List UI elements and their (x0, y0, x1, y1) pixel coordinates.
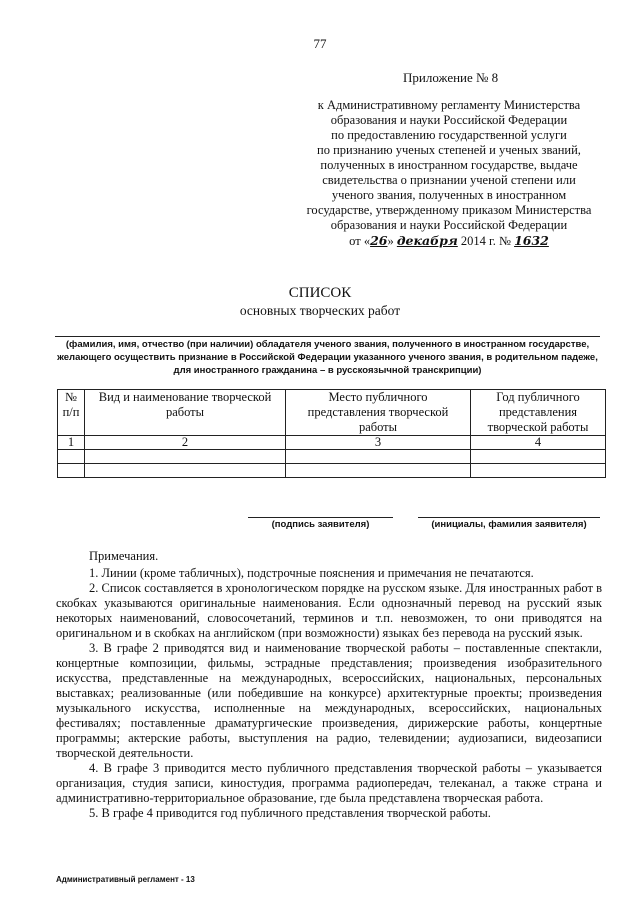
note-item: 2. Список составляется в хронологическом порядке на русском языке. Для иностранных работ в скобках указываются оригинальные наименования. Если однозначный перевод на русский язык некоторых наименований, словосочетаний, терминов и т.п. невозможен, то они приводятся на оригинальном и в скобках на английском (при возможности) языках без перевода на русский язык. (56, 581, 602, 640)
document-subtitle: основных творческих работ (239, 303, 401, 318)
date-sep: » (387, 234, 397, 248)
applicant-initials-line (418, 517, 600, 518)
header-cell-year: Год публичного представления творческой работы (471, 390, 606, 436)
table-cell (58, 464, 85, 478)
column-number: 2 (85, 436, 286, 450)
applicant-name-line (55, 336, 600, 337)
approval-line: ученого звания, полученных в иностранном (331, 188, 567, 202)
table-header-row (58, 390, 606, 436)
note-item: 5. В графе 4 приводится год публичного представления творческой работы. (89, 806, 491, 820)
table-row (58, 464, 606, 478)
notes-section (56, 549, 602, 821)
document-title: СПИСОК (288, 285, 352, 301)
table-cell (85, 450, 286, 464)
note-item: 4. В графе 3 приводится место публичного представления творческой работы – указывается организация, студия записи, киностудия, программа радиопередач, телеканал, а также страна и административно-территориальное образование, где была представлена творческая работа. (56, 761, 602, 805)
signature-line (248, 517, 393, 518)
approval-block (296, 98, 602, 249)
approval-line: полученных в иностранном государстве, выдаче (320, 158, 578, 172)
column-number: 1 (58, 436, 85, 450)
approval-line: образования и науки Российской Федерации (330, 113, 568, 127)
appendix-label: Приложение № 8 (403, 70, 499, 85)
applicant-name-hint: (фамилия, имя, отчество (при наличии) обладателя ученого звания, полученного в иностранном государстве, желающего осуществить признание в Российской Федерации указанного ученого звания, в родительном падеже, для иностранного гражданина – в русскоязычной транскрипции) (57, 339, 598, 376)
column-number: 4 (471, 436, 606, 450)
approval-line: свидетельства о признании ученой степени или (322, 173, 576, 187)
approval-line: по признанию ученых степеней и ученых званий, (317, 143, 581, 157)
table-cell (471, 464, 606, 478)
note-item: 3. В графе 2 приводятся вид и наименование творческой работы – поставленные спектакли, концертные композиции, фильмы, эстрадные представления; произведения изобразительного искусства, представленные на международных, всероссийских, национальных, персональных выставках; реализованные (или победившие на конкурсе) архитектурные проекты; произведения музыкального искусства, исполненные на международных, всероссийских, национальных фестивалях; поставленные драматургические произведения, дирижерские работы, концертные программы; актерские работы, выступления на радио, телевидении; аудиозаписи, видеозаписи творческой деятельности. (56, 641, 602, 760)
notes-title: Примечания. (89, 549, 159, 563)
handwritten-order-number: 1632 (514, 233, 549, 248)
approval-line: к Административному регламенту Министерства (317, 98, 581, 112)
table-cell (286, 450, 471, 464)
table-row (58, 450, 606, 464)
handwritten-month: декабря (396, 233, 458, 248)
approval-line: по предоставлению государственной услуги (331, 128, 567, 142)
table-cell (85, 464, 286, 478)
handwritten-day: 26 (370, 233, 388, 248)
header-cell-place: Место публичного представления творческой работы (286, 390, 471, 436)
signature-caption: (подпись заявителя) (271, 519, 370, 530)
header-cell-work-type: Вид и наименование творческой работы (85, 390, 286, 436)
works-table (57, 389, 606, 478)
page-footer: Административный регламент - 13 (56, 875, 195, 884)
date-year: 2014 г. № (457, 234, 515, 248)
column-number: 3 (286, 436, 471, 450)
table-cell (471, 450, 606, 464)
table-cell (286, 464, 471, 478)
date-prefix: от « (349, 234, 371, 248)
note-item: 1. Линии (кроме табличных), подстрочные пояснения и примечания не печатаются. (89, 566, 534, 580)
approval-date-line (296, 233, 602, 249)
initials-caption: (инициалы, фамилия заявителя) (431, 519, 587, 530)
table-column-numbers-row (58, 436, 606, 450)
table-cell (58, 450, 85, 464)
approval-line: государстве, утвержденному приказом Министерства (306, 203, 592, 217)
header-cell-number: № п/п (58, 390, 85, 436)
approval-line: образования и науки Российской Федерации (330, 218, 568, 232)
page-number: 77 (313, 36, 327, 51)
